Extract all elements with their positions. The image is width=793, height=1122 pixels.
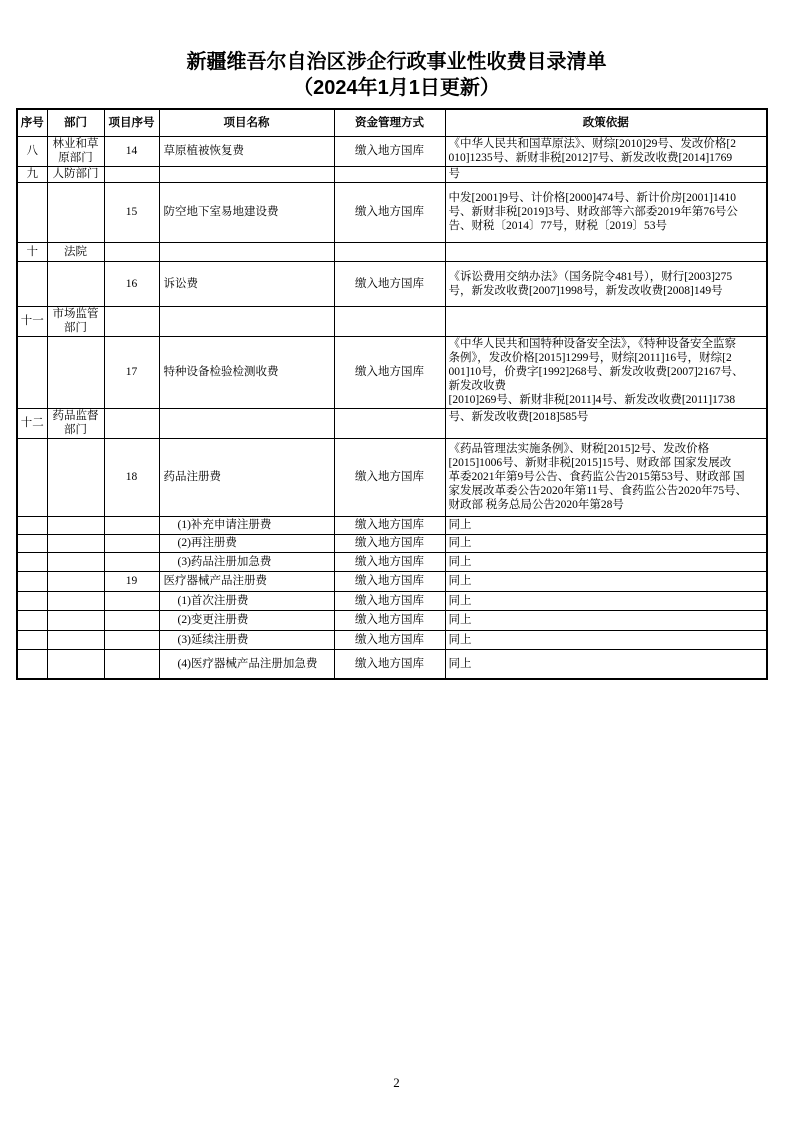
fund-management: 缴入地方国库	[334, 182, 445, 242]
table-row	[17, 242, 767, 261]
table-row	[17, 552, 767, 571]
empty-cell	[17, 534, 47, 552]
empty-cell	[104, 630, 159, 649]
empty-cell	[17, 591, 47, 610]
empty-cell	[17, 516, 47, 534]
empty-cell	[159, 306, 334, 336]
policy-basis: 同上	[445, 591, 767, 610]
department-name: 药品监督部门	[47, 408, 104, 438]
table-row	[17, 649, 767, 679]
column-header-seq: 序号	[17, 109, 47, 136]
empty-cell	[334, 242, 445, 261]
table-row	[17, 182, 767, 242]
empty-cell	[104, 166, 159, 182]
item-number: 15	[104, 182, 159, 242]
fee-catalog-table	[16, 108, 768, 680]
column-header-policy: 政策依据	[445, 109, 767, 136]
category-number: 八	[17, 136, 47, 166]
column-header-fund: 资金管理方式	[334, 109, 445, 136]
policy-basis: 同上	[445, 649, 767, 679]
item-name: 特种设备检验检测收费	[159, 336, 334, 408]
category-number: 十一	[17, 306, 47, 336]
empty-cell	[159, 408, 334, 438]
empty-cell	[104, 242, 159, 261]
policy-basis: 《中华人民共和国特种设备安全法》，《特种设备安全监察 条例》，发改价格[2015]1299号，财综[2011]16号，财综[2 001]10号，价费字[1992]268号、新发改收费[2007]2167号、 新发改收费 [2010]269号、新财非税[2011]4号、新发改收费[2011]1738	[445, 336, 767, 408]
fund-management: 缴入地方国库	[334, 516, 445, 534]
item-name: 医疗器械产品注册费	[159, 571, 334, 591]
table-row	[17, 591, 767, 610]
table-row	[17, 136, 767, 166]
fund-management: 缴入地方国库	[334, 438, 445, 516]
empty-cell	[104, 534, 159, 552]
empty-cell	[17, 552, 47, 571]
sub-item-name: (1)首次注册费	[159, 591, 334, 610]
policy-basis: 《药品管理法实施条例》、财税[2015]2号、发改价格 [2015]1006号、新财非税[2015]15号、财政部 国家发展改 革委2021年第9号公告、食药监公告2015第53号、财政部 国 家发展改革委公告2020年第11号、食药监公告2020年75号、 财政部 税务总局公告2020年第28号	[445, 438, 767, 516]
category-number: 十二	[17, 408, 47, 438]
empty-cell	[159, 166, 334, 182]
department-name: 人防部门	[47, 166, 104, 182]
empty-cell	[47, 552, 104, 571]
policy-basis: 同上	[445, 516, 767, 534]
table-row	[17, 534, 767, 552]
sub-item-name: (3)药品注册加急费	[159, 552, 334, 571]
fund-management: 缴入地方国库	[334, 630, 445, 649]
empty-cell	[17, 336, 47, 408]
table-row	[17, 571, 767, 591]
empty-cell	[47, 610, 104, 630]
empty-cell	[47, 571, 104, 591]
item-name: 防空地下室易地建设费	[159, 182, 334, 242]
empty-cell	[104, 591, 159, 610]
empty-cell	[17, 182, 47, 242]
item-name: 草原植被恢复费	[159, 136, 334, 166]
empty-cell	[47, 534, 104, 552]
policy-basis: 号	[445, 166, 767, 182]
empty-cell	[104, 552, 159, 571]
table-row	[17, 516, 767, 534]
policy-basis: 同上	[445, 610, 767, 630]
policy-basis: 号、新发改收费[2018]585号	[445, 408, 767, 438]
empty-cell	[104, 516, 159, 534]
empty-cell	[445, 242, 767, 261]
page-number: 2	[393, 1075, 400, 1090]
table-row	[17, 306, 767, 336]
table-row	[17, 166, 767, 182]
department-name: 法院	[47, 242, 104, 261]
empty-cell	[334, 408, 445, 438]
category-number: 十	[17, 242, 47, 261]
empty-cell	[47, 516, 104, 534]
empty-cell	[17, 610, 47, 630]
category-number: 九	[17, 166, 47, 182]
empty-cell	[159, 242, 334, 261]
empty-cell	[17, 630, 47, 649]
empty-cell	[104, 649, 159, 679]
item-number: 17	[104, 336, 159, 408]
item-number: 18	[104, 438, 159, 516]
policy-basis: 同上	[445, 552, 767, 571]
empty-cell	[17, 438, 47, 516]
sub-item-name: (4)医疗器械产品注册加急费	[159, 649, 334, 679]
empty-cell	[47, 649, 104, 679]
item-number: 16	[104, 261, 159, 306]
document-title: 新疆维吾尔自治区涉企行政事业性收费目录清单	[186, 51, 607, 73]
table-row	[17, 261, 767, 306]
column-header-dept: 部门	[47, 109, 104, 136]
table-row	[17, 438, 767, 516]
item-name: 药品注册费	[159, 438, 334, 516]
sub-item-name: (3)延续注册费	[159, 630, 334, 649]
empty-cell	[104, 610, 159, 630]
empty-cell	[47, 591, 104, 610]
sub-item-name: (2)变更注册费	[159, 610, 334, 630]
policy-basis: 中发[2001]9号、计价格[2000]474号、新计价房[2001]1410 号、新财非税[2019]3号、财政部等六部委2019年第76号公 告、财税〔2014〕77号，财税〔2019〕53号	[445, 182, 767, 242]
sub-item-name: (2)再注册费	[159, 534, 334, 552]
empty-cell	[17, 261, 47, 306]
column-header-item-name: 项目名称	[159, 109, 334, 136]
empty-cell	[47, 182, 104, 242]
table-row	[17, 408, 767, 438]
empty-cell	[47, 438, 104, 516]
department-name: 林业和草原部门	[47, 136, 104, 166]
empty-cell	[104, 408, 159, 438]
item-name: 诉讼费	[159, 261, 334, 306]
fund-management: 缴入地方国库	[334, 571, 445, 591]
fund-management: 缴入地方国库	[334, 534, 445, 552]
fund-management: 缴入地方国库	[334, 552, 445, 571]
policy-basis: 《中华人民共和国草原法》、财综[2010]29号、发改价格[2 010]1235号、新财非税[2012]7号、新发改收费[2014]1769	[445, 136, 767, 166]
department-name: 市场监管部门	[47, 306, 104, 336]
empty-cell	[17, 649, 47, 679]
column-header-item-no: 项目序号	[104, 109, 159, 136]
policy-basis: 《诉讼费用交纳办法》（国务院令481号），财行[2003]275 号，新发改收费[2007]1998号，新发改收费[2008]149号	[445, 261, 767, 306]
fund-management: 缴入地方国库	[334, 261, 445, 306]
empty-cell	[104, 306, 159, 336]
table-header-row	[17, 109, 767, 136]
fund-management: 缴入地方国库	[334, 649, 445, 679]
empty-cell	[445, 306, 767, 336]
table-row	[17, 336, 767, 408]
policy-basis: 同上	[445, 571, 767, 591]
empty-cell	[47, 261, 104, 306]
item-number: 14	[104, 136, 159, 166]
sub-item-name: (1)补充申请注册费	[159, 516, 334, 534]
document-subtitle: （2024年1月1日更新）	[293, 77, 500, 99]
empty-cell	[47, 630, 104, 649]
empty-cell	[334, 306, 445, 336]
policy-basis: 同上	[445, 534, 767, 552]
fund-management: 缴入地方国库	[334, 136, 445, 166]
fund-management: 缴入地方国库	[334, 591, 445, 610]
item-number: 19	[104, 571, 159, 591]
empty-cell	[334, 166, 445, 182]
policy-basis: 同上	[445, 630, 767, 649]
table-row	[17, 630, 767, 649]
empty-cell	[17, 571, 47, 591]
fund-management: 缴入地方国库	[334, 610, 445, 630]
empty-cell	[47, 336, 104, 408]
table-row	[17, 610, 767, 630]
fund-management: 缴入地方国库	[334, 336, 445, 408]
